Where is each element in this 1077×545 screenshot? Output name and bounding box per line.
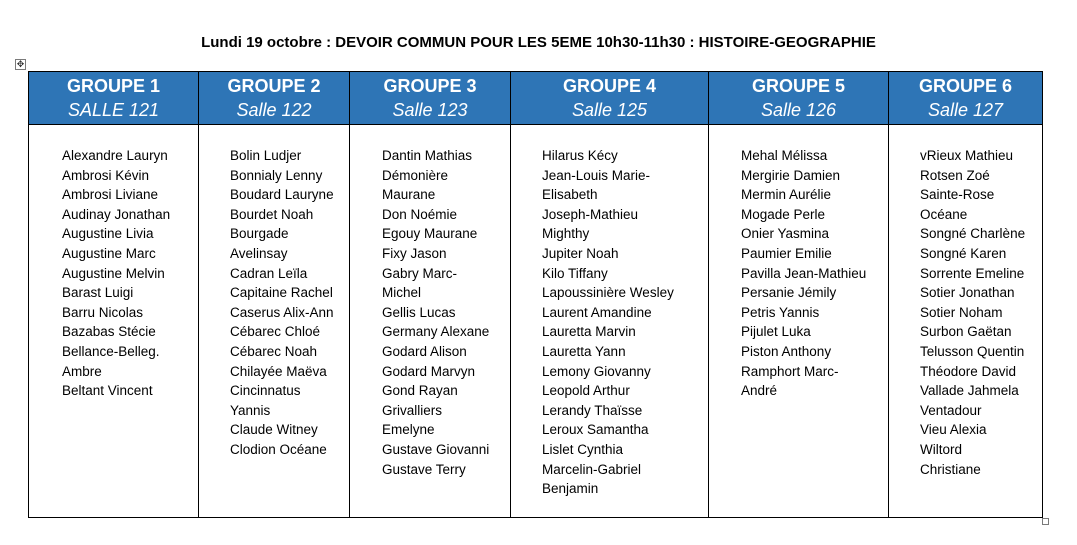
student-list [511,125,708,499]
student-name: Cébarec Chloé [230,324,321,340]
student-name: Lislet Cynthia [542,441,624,457]
student-name: Augustine Melvin [62,265,165,281]
student-name: Wiltord Christiane [920,441,981,477]
group-room: Salle 125 [571,100,648,120]
group-cell [199,125,350,518]
student-name: Ramphort Marc- André [741,363,839,399]
document-title: Lundi 19 octobre : DEVOIR COMMUN POUR LES 5EME 10h30-11h30 : HISTOIRE-GEOGRAPHIE [201,34,876,51]
group-header [350,72,511,125]
student-name: Sorrente Emeline [920,265,1025,281]
student-name: Audinay Jonathan [62,206,171,222]
student-name: Leroux Samantha [542,422,649,438]
student-name: Ambrosi Liviane [62,187,159,203]
student-name: Don Noémie [382,206,458,222]
student-name: Barru Nicolas [62,304,144,320]
student-name: Godard Marvyn [382,363,476,379]
student-name: Alexandre Lauryn [62,148,168,163]
group-name: GROUPE 3 [383,76,477,96]
student-name: Chilayée Maëva [230,363,327,379]
group-room: Salle 123 [392,100,468,120]
student-name: Cincinnatus Yannis [230,383,301,418]
student-name: Sainte-Rose Océane [920,187,995,222]
groups-table [28,71,1043,518]
student-name: Sotier Noham [920,304,1003,320]
student-name: Dantin Mathias [382,148,473,163]
group-cell [29,125,199,518]
student-name: vRieux Mathieu [920,148,1014,163]
student-name: Vallade Jahmela [920,383,1019,399]
student-name: Claude Witney [230,422,318,438]
student-name: Augustine Marc [62,245,156,261]
student-name: Gabry Marc- Michel [382,265,458,301]
student-list [199,125,349,460]
student-name: Cadran Leïla [230,265,308,281]
student-name: Bonnialy Lenny [230,167,323,183]
students-row [29,125,1043,518]
group-cell [709,125,889,518]
student-name: Lauretta Yann [542,343,626,359]
student-name: Gustave Giovanni [382,441,490,457]
student-name: Joseph-Mathieu Mighthy [542,206,639,242]
student-name: Mergirie Damien [741,167,841,183]
group-header [709,72,889,125]
table-move-handle-icon[interactable]: ✥ [16,59,25,69]
group-name: GROUPE 6 [918,76,1013,96]
student-name: Lauretta Marvin [542,324,636,340]
student-name: Jupiter Noah [542,245,619,261]
student-name: Lerandy Thaïsse [542,402,643,418]
student-list [709,125,888,401]
student-name: Clodion Océane [230,441,327,457]
student-list [29,125,198,401]
group-name: GROUPE 2 [227,76,321,96]
student-name: Capitaine Rachel [230,285,333,301]
student-name: Boudard Lauryne [230,187,334,203]
student-name: Songné Karen [920,245,1007,261]
student-name: Surbon Gaëtan [920,324,1012,340]
student-name: Cébarec Noah [230,343,318,359]
student-name: Kilo Tiffany [542,265,608,281]
student-name: Mermin Aurélie [741,187,832,203]
student-name: Bourgade Avelinsay [230,226,289,261]
student-list [889,125,1042,479]
group-room: Salle 127 [927,100,1004,120]
student-name: Lapoussinière Wesley [542,285,674,301]
student-name: Augustine Livia [62,226,154,242]
group-header [511,72,709,125]
student-name: Godard Alison [382,343,467,359]
student-name: Bourdet Noah [230,206,314,222]
student-name: Telusson Quentin [920,343,1025,359]
student-name: Grivalliers Emelyne [382,402,443,438]
student-name: Ventadour Vieu Alexia [920,402,987,438]
student-name: Pijulet Luka [741,324,811,340]
student-name: Bazabas Stécie [62,324,156,340]
table-resize-handle[interactable] [1042,518,1049,525]
student-name: Hilarus Kécy [542,148,618,163]
group-header [889,72,1043,125]
student-list [350,125,510,479]
student-name: Gond Rayan [382,383,458,399]
student-name: Egouy Maurane [382,226,478,242]
student-name: Lemony Giovanny [542,363,651,379]
group-room: Salle 126 [760,100,837,120]
group-cell [511,125,709,518]
student-name: Pavilla Jean-Mathieu [741,265,867,281]
student-name: Onier Yasmina [741,226,830,242]
student-name: Gellis Lucas [382,304,456,320]
student-name: Leopold Arthur [542,383,630,399]
student-name: Démonière Maurane [382,167,449,203]
student-name: Mogade Perle [741,206,826,222]
group-cell [350,125,511,518]
student-name: Marcelin-Gabriel Benjamin [542,461,642,497]
group-name: GROUPE 4 [562,76,657,96]
student-name: Ambrosi Kévin [62,167,150,183]
student-name: Bolin Ludjer [230,148,302,163]
student-name: Mehal Mélissa [741,148,828,163]
group-room: SALLE 121 [67,100,160,120]
header-row [29,72,1043,125]
student-name: Gustave Terry [382,461,466,477]
student-name: Bellance-Belleg. Ambre [62,343,160,379]
student-name: Petris Yannis [741,304,820,320]
student-name: Paumier Emilie [741,245,832,261]
group-header [199,72,350,125]
student-name: Songné Charlène [920,226,1026,242]
student-name: Germany Alexane [382,324,490,340]
group-name: GROUPE 1 [66,76,161,96]
student-name: Sotier Jonathan [920,285,1015,301]
group-cell [889,125,1043,518]
student-name: Laurent Amandine [542,304,652,320]
group-header [29,72,199,125]
student-name: Fixy Jason [382,245,447,261]
student-name: Caserus Alix-Ann [230,304,334,320]
group-name: GROUPE 5 [751,76,846,96]
student-name: Persanie Jémily [741,285,837,301]
student-name: Théodore David [920,363,1017,379]
group-room: Salle 122 [236,100,312,120]
student-name: Beltant Vincent [62,383,153,399]
student-name: Jean-Louis Marie- Elisabeth [542,167,651,203]
student-name: Barast Luigi [62,285,134,301]
student-name: Piston Anthony [741,343,832,359]
student-name: Rotsen Zoé [920,167,990,183]
